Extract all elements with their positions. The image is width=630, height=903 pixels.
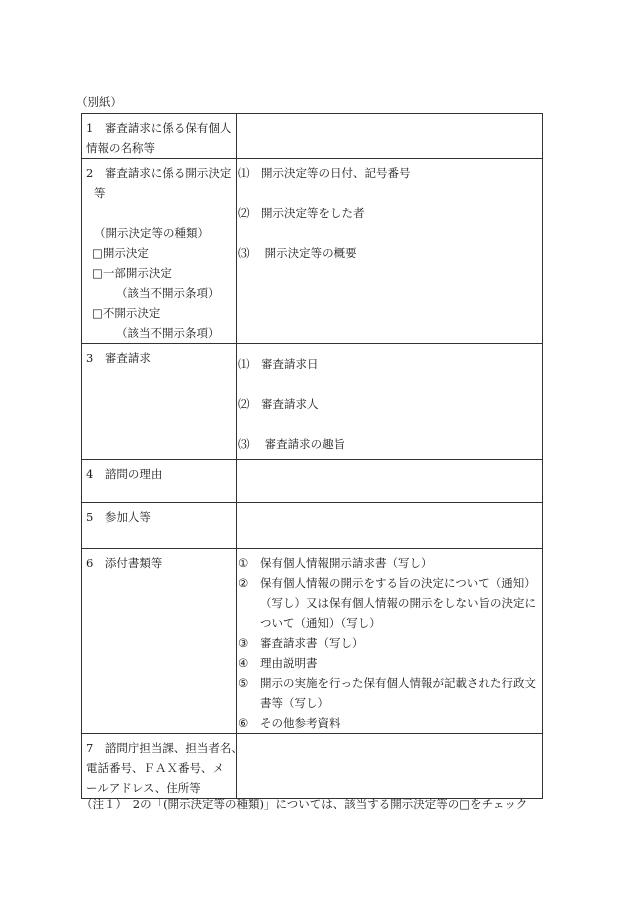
row-contact-info: [82, 734, 543, 799]
row2-right-spacer: [238, 183, 539, 203]
attached-item-5: [238, 673, 538, 713]
inquiry-form-table: [81, 113, 543, 799]
attached-item-1-mark: ①: [238, 556, 249, 570]
row2-right-spacer2: [238, 223, 539, 243]
row-inquiry-reason: [82, 460, 543, 503]
cell-contact-info-value[interactable]: [237, 734, 543, 799]
row3-spacer1: [238, 374, 539, 394]
review-request-date-item: ⑴ 審査請求日: [238, 357, 319, 371]
attached-item-6: [238, 713, 538, 733]
decision-date-item: ⑴ 開示決定等の日付、記号番号: [238, 166, 411, 180]
row-participants: [82, 503, 543, 549]
attached-item-4: [238, 653, 538, 673]
option-partial-disclosure[interactable]: □一部開示決定: [92, 266, 172, 280]
row1-label-line1: 1 審査請求に係る保有個人: [86, 121, 232, 135]
cell-attached-documents-label: [82, 549, 237, 734]
attached-item-3: [238, 633, 538, 653]
attached-item-5-text: 開示の実施を行った保有個人情報が記載された行政文書等（写し）: [260, 676, 536, 710]
cell-information-name-label: [82, 114, 237, 159]
row3-spacer2: [238, 414, 539, 434]
attachment-label: （別紙）: [76, 95, 122, 109]
cell-participants-label: [82, 503, 237, 549]
row2-spacer: [86, 203, 233, 223]
row1-label-line2: 情報の名称等: [86, 141, 155, 155]
attached-item-1: [238, 553, 538, 573]
row5-label: 5 参加人等: [86, 510, 151, 524]
attached-item-6-mark: ⑥: [238, 716, 249, 730]
cell-information-name-value[interactable]: [237, 114, 543, 159]
option-non-clause: （該当不開示条項）: [116, 326, 220, 340]
decision-summary-item: ⑶ 開示決定等の概要: [238, 246, 357, 260]
row-attached-documents: [82, 549, 543, 734]
attached-item-4-mark: ④: [238, 656, 249, 670]
option-disclosure[interactable]: □開示決定: [92, 246, 149, 260]
attached-item-4-text: 理由説明書: [260, 656, 318, 670]
row-disclosure-decision: [82, 159, 543, 344]
attached-item-2: [238, 573, 538, 633]
cell-review-request-label: [82, 344, 237, 460]
cell-participants-value[interactable]: [237, 503, 543, 549]
cell-inquiry-reason-label: [82, 460, 237, 503]
attached-item-6-text: その他参考資料: [260, 716, 341, 730]
footnote: （注１） 2の「(開示決定等の種類)」については、該当する開示決定等の□をチェック: [81, 797, 528, 811]
row-information-name: [82, 114, 543, 159]
option-non-disclosure[interactable]: □不開示決定: [92, 306, 161, 320]
attached-item-2-mark: ②: [238, 576, 249, 590]
row2-label-line1: 2 審査請求に係る開示決定: [86, 166, 232, 180]
decision-maker-item: ⑵ 開示決定等をした者: [238, 206, 365, 220]
row7-label-line1: 7 諮問庁担当課、担当者名、: [86, 741, 243, 755]
review-requester-item: ⑵ 審査請求人: [238, 397, 319, 411]
decision-types-header: （開示決定等の種類）: [94, 226, 209, 240]
attached-item-3-text: 審査請求書（写し）: [260, 636, 364, 650]
cell-inquiry-reason-value[interactable]: [237, 460, 543, 503]
option-partial-clause: （該当不開示条項）: [116, 286, 220, 300]
attached-item-3-mark: ③: [238, 636, 249, 650]
cell-attached-documents-list: [237, 549, 543, 734]
row6-label: 6 添付書類等: [86, 556, 163, 570]
attached-item-2-text: 保有個人情報の開示をする旨の決定について（通知）（写し）又は保有個人情報の開示をしない旨の決定について（通知）（写し）: [260, 576, 536, 630]
row3-label: 3 審査請求: [86, 351, 151, 365]
row4-label: 4 諮問の理由: [86, 467, 163, 481]
attached-item-5-mark: ⑤: [238, 676, 249, 690]
cell-review-request-details: [237, 344, 543, 460]
cell-disclosure-decision-details: [237, 159, 543, 344]
review-request-purpose-item: ⑶ 審査請求の趣旨: [238, 437, 346, 451]
row-review-request: [82, 344, 543, 460]
row7-label-line3: ールアドレス、住所等: [86, 781, 201, 795]
cell-contact-info-label: [82, 734, 243, 799]
row2-label-line2: 等: [94, 186, 106, 200]
row7-label-line2: 電話番号、ＦＡＸ番号、メ: [86, 761, 224, 775]
attached-item-1-text: 保有個人情報開示請求書（写し）: [260, 556, 433, 570]
cell-disclosure-decision-label: [82, 159, 237, 344]
